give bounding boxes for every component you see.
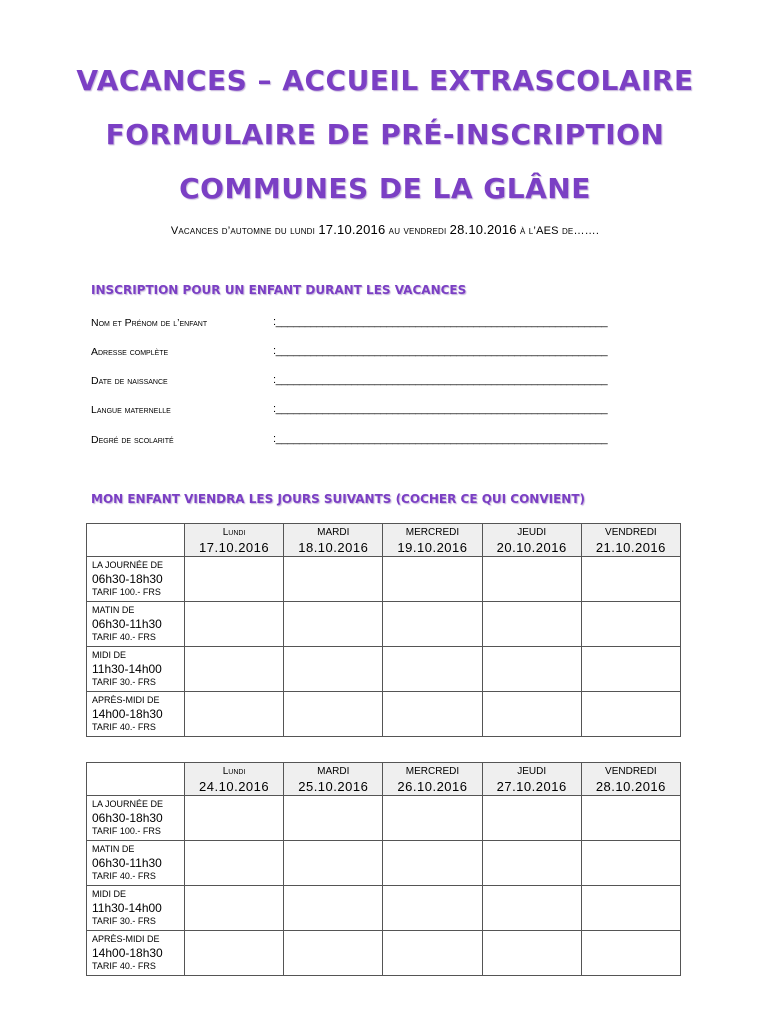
day-name: MARDI — [317, 766, 350, 777]
row-label: LA JOURNÉE DE — [92, 799, 164, 809]
checkbox-cell[interactable] — [383, 602, 482, 647]
day-name: JEUDI — [517, 527, 547, 538]
communes-title: COMMUNES DE LA GLÂNE — [179, 172, 591, 205]
checkbox-cell[interactable] — [284, 557, 383, 602]
row-time: 11h30-14h00 — [92, 901, 162, 915]
day-name: MARDI — [317, 527, 350, 538]
day-date: 26.10.2016 — [397, 779, 468, 794]
corner-cell — [87, 524, 185, 557]
row-time: 06h30-11h30 — [92, 856, 162, 870]
checkbox-cell[interactable] — [581, 931, 680, 976]
row-label: MATIN DE — [92, 844, 135, 854]
row-tarif: TARIF 40.- FRS — [92, 722, 156, 732]
checkbox-cell[interactable] — [581, 602, 680, 647]
checkbox-cell[interactable] — [383, 692, 482, 737]
corner-cell — [87, 763, 185, 796]
field-label-language: Langue maternelle — [91, 404, 171, 416]
day-name: Lundi — [222, 527, 246, 538]
checkbox-cell[interactable] — [284, 796, 383, 841]
day-header — [482, 763, 581, 796]
row-time: 11h30-14h00 — [92, 662, 162, 676]
checkbox-cell[interactable] — [284, 886, 383, 931]
checkbox-cell[interactable] — [185, 886, 284, 931]
day-header — [185, 524, 284, 557]
row-time: 14h00-18h30 — [92, 946, 163, 960]
day-date: 27.10.2016 — [496, 779, 567, 794]
row-tarif: TARIF 40.- FRS — [92, 961, 156, 971]
checkbox-cell[interactable] — [185, 692, 284, 737]
subtitle-part-c: à l’AES de……. — [516, 225, 600, 237]
day-name: MERCREDI — [405, 527, 460, 538]
form-title: FORMULAIRE DE PRÉ-INSCRIPTION — [105, 118, 665, 151]
day-header — [383, 763, 482, 796]
checkbox-cell[interactable] — [284, 841, 383, 886]
field-input-name[interactable]: :_________________________________________________________ — [273, 316, 608, 328]
checkbox-cell[interactable] — [185, 647, 284, 692]
row-tarif: TARIF 40.- FRS — [92, 871, 156, 881]
checkbox-cell[interactable] — [581, 796, 680, 841]
checkbox-cell[interactable] — [284, 931, 383, 976]
field-label-name: Nom et Prénom de l’enfant — [91, 317, 208, 329]
field-input-address[interactable]: :_________________________________________________________ — [273, 345, 608, 357]
row-header — [87, 796, 185, 841]
row-time: 06h30-18h30 — [92, 572, 163, 586]
day-date: 20.10.2016 — [496, 540, 567, 555]
row-header — [87, 557, 185, 602]
row-label: MATIN DE — [92, 605, 135, 615]
section-child-info-heading: INSCRIPTION POUR UN ENFANT DURANT LES VACANCES — [91, 283, 467, 297]
row-tarif: TARIF 30.- FRS — [92, 677, 156, 687]
row-tarif: TARIF 100.- FRS — [92, 587, 161, 597]
day-name: Lundi — [222, 766, 246, 777]
field-input-school-grade[interactable]: :_________________________________________________________ — [273, 433, 608, 445]
day-header — [383, 524, 482, 557]
field-input-birthdate[interactable]: :_________________________________________________________ — [273, 374, 608, 386]
row-tarif: TARIF 100.- FRS — [92, 826, 161, 836]
subtitle-part-b: au vendredi — [385, 225, 450, 237]
field-label-birthdate: Date de naissance — [91, 375, 168, 387]
checkbox-cell[interactable] — [383, 796, 482, 841]
checkbox-cell[interactable] — [581, 692, 680, 737]
row-header — [87, 931, 185, 976]
checkbox-cell[interactable] — [185, 602, 284, 647]
field-label-address: Adresse complète — [91, 346, 169, 358]
row-time: 06h30-11h30 — [92, 617, 162, 631]
field-label-school-grade: Degré de scolarité — [91, 434, 174, 446]
checkbox-cell[interactable] — [185, 841, 284, 886]
checkbox-cell[interactable] — [185, 557, 284, 602]
day-name: VENDREDI — [605, 527, 657, 538]
day-header — [581, 763, 680, 796]
table-row — [87, 931, 681, 976]
schedule-table-week2 — [86, 762, 681, 976]
row-tarif: TARIF 30.- FRS — [92, 916, 156, 926]
checkbox-cell[interactable] — [581, 886, 680, 931]
checkbox-cell[interactable] — [383, 841, 482, 886]
table-row — [87, 886, 681, 931]
table-row — [87, 647, 681, 692]
checkbox-cell[interactable] — [185, 931, 284, 976]
day-date: 17.10.2016 — [199, 540, 270, 555]
checkbox-cell[interactable] — [482, 886, 581, 931]
checkbox-cell[interactable] — [482, 796, 581, 841]
row-header — [87, 602, 185, 647]
day-header — [185, 763, 284, 796]
checkbox-cell[interactable] — [581, 841, 680, 886]
checkbox-cell[interactable] — [482, 841, 581, 886]
checkbox-cell[interactable] — [482, 931, 581, 976]
day-header — [284, 763, 383, 796]
row-header — [87, 647, 185, 692]
checkbox-cell[interactable] — [284, 602, 383, 647]
table-row — [87, 692, 681, 737]
checkbox-cell[interactable] — [383, 931, 482, 976]
row-label: APRÈS-MIDI DE — [92, 695, 160, 705]
checkbox-cell[interactable] — [581, 647, 680, 692]
schedule-table-week1 — [86, 523, 681, 737]
checkbox-cell[interactable] — [482, 647, 581, 692]
checkbox-cell[interactable] — [284, 647, 383, 692]
row-header — [87, 841, 185, 886]
row-time: 14h00-18h30 — [92, 707, 163, 721]
field-input-language[interactable]: :_________________________________________________________ — [273, 403, 608, 415]
checkbox-cell[interactable] — [482, 557, 581, 602]
main-title: VACANCES – ACCUEIL EXTRASCOLAIRE — [76, 64, 694, 97]
day-header — [482, 524, 581, 557]
checkbox-cell[interactable] — [284, 692, 383, 737]
table-row — [87, 602, 681, 647]
checkbox-cell[interactable] — [482, 692, 581, 737]
day-name: JEUDI — [517, 766, 547, 777]
day-date: 18.10.2016 — [298, 540, 369, 555]
day-name: VENDREDI — [605, 766, 657, 777]
start-date: 17.10.2016 — [318, 222, 386, 237]
checkbox-cell[interactable] — [383, 647, 482, 692]
subtitle-part-a: Vacances d’automne du lundi — [170, 225, 319, 237]
table-row — [87, 841, 681, 886]
vacation-period — [0, 222, 770, 237]
row-label: MIDI DE — [92, 650, 127, 660]
day-date: 24.10.2016 — [199, 779, 270, 794]
day-date: 28.10.2016 — [595, 779, 666, 794]
row-label: APRÈS-MIDI DE — [92, 934, 160, 944]
end-date: 28.10.2016 — [449, 222, 517, 237]
table-row — [87, 557, 681, 602]
checkbox-cell[interactable] — [185, 796, 284, 841]
day-name: MERCREDI — [405, 766, 460, 777]
checkbox-cell[interactable] — [581, 557, 680, 602]
checkbox-cell[interactable] — [482, 602, 581, 647]
row-tarif: TARIF 40.- FRS — [92, 632, 156, 642]
day-header — [581, 524, 680, 557]
day-date: 19.10.2016 — [397, 540, 468, 555]
row-label: MIDI DE — [92, 889, 127, 899]
section-days-heading: MON ENFANT VIENDRA LES JOURS SUIVANTS (COCHER CE QUI CONVIENT) — [91, 492, 586, 506]
row-header — [87, 886, 185, 931]
row-time: 06h30-18h30 — [92, 811, 163, 825]
row-label: LA JOURNÉE DE — [92, 560, 164, 570]
table-row — [87, 796, 681, 841]
day-header — [284, 524, 383, 557]
day-date: 21.10.2016 — [595, 540, 666, 555]
checkbox-cell[interactable] — [383, 557, 482, 602]
checkbox-cell[interactable] — [383, 886, 482, 931]
row-header — [87, 692, 185, 737]
day-date: 25.10.2016 — [298, 779, 369, 794]
